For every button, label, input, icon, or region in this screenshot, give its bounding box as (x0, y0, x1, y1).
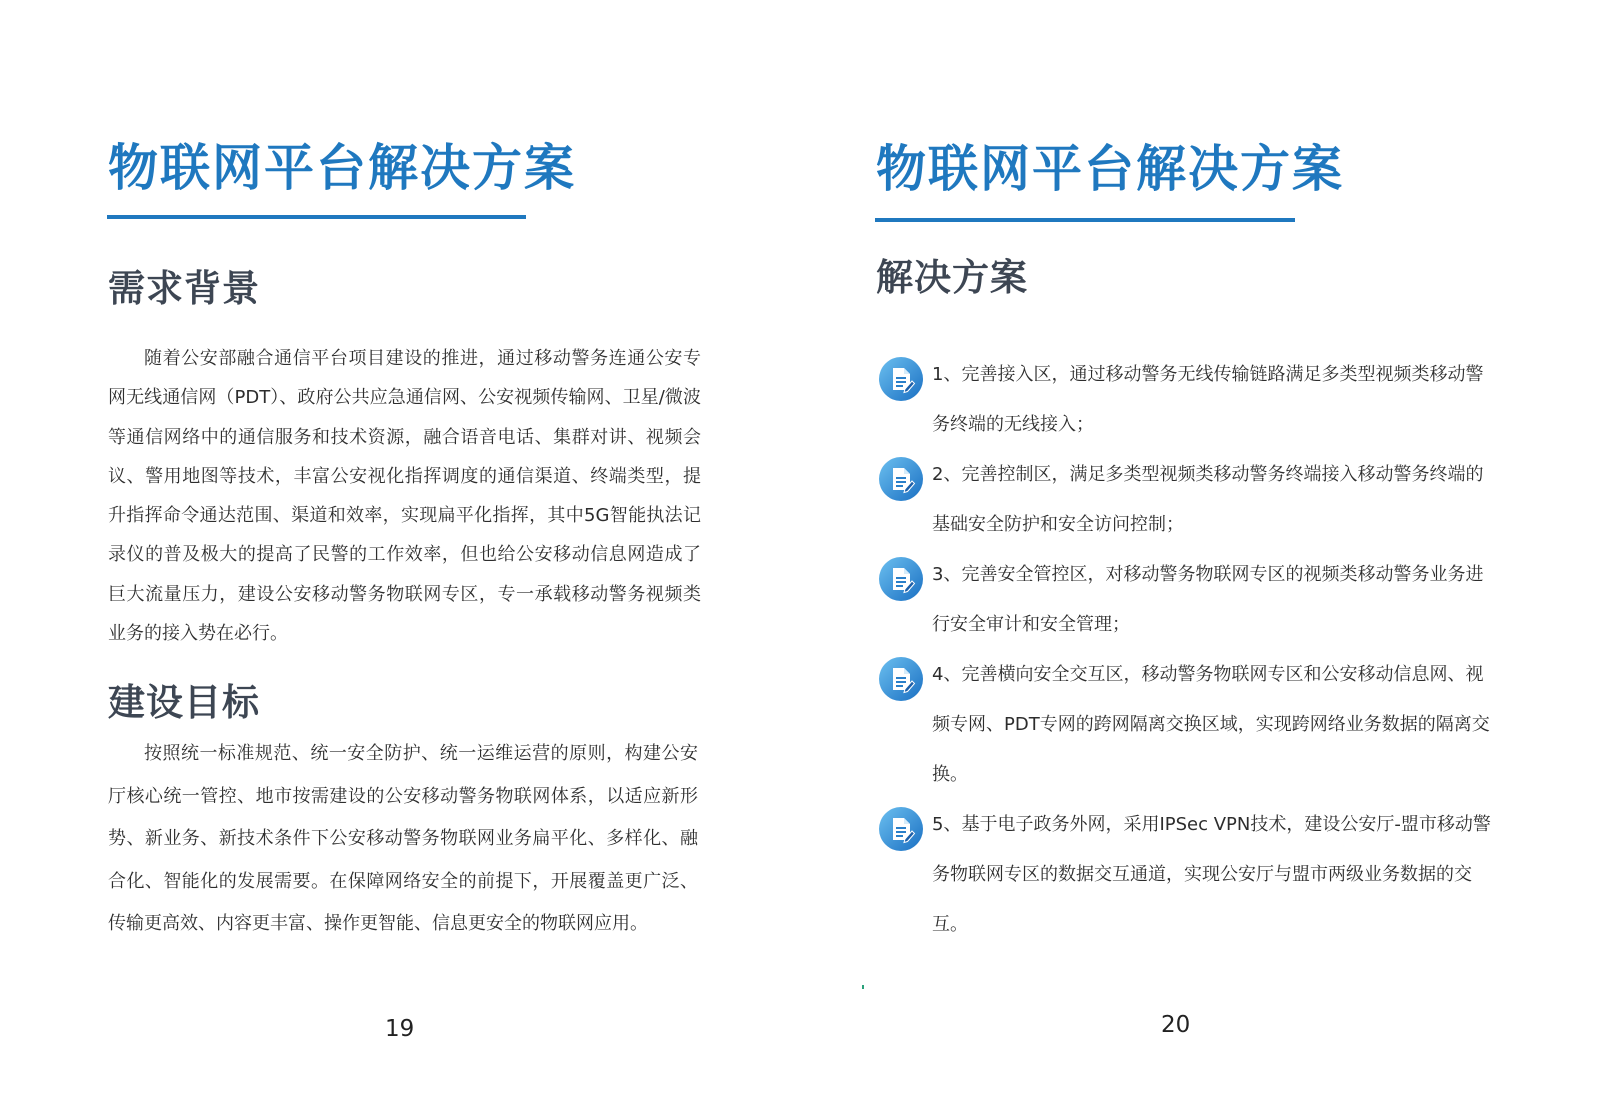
section-body-goals: 按照统一标准规范、统一安全防护、统一运维运营的原则，构建公安厅核心统一管控、地市按需建设的公安移动警务物联网体系，以适应新形势、新业务、新技术条件下公安移动警务物联网业务扁平化、多样化、融合化、智能化的发展需要。在保障网络安全的前提下，开展覆盖更广泛、传输更高效、内容更丰富、操作更智能、信息更安全的物联网应用。 (108, 743, 698, 935)
page-title: 物联网平台解决方案 (108, 139, 576, 197)
title-underline (107, 215, 526, 219)
document-icon (878, 656, 924, 702)
section-heading-background: 需求背景 (108, 267, 260, 310)
section-body-background: 随着公安部融合通信平台项目建设的推进，通过移动警务连通公安专网无线通信网（PDT）、政府公共应急通信网、公安视频传输网、卫星/微波等通信网络中的通信服务和技术资源，融合语音电话、集群对讲、视频会议、警用地图等技术，丰富公安视化指挥调度的通信渠道、终端类型，提升指挥命令通达范围、渠道和效率，实现扁平化指挥，其中5G智能执法记录仪的普及极大的提高了民警的工作效率，但也给公安移动信息网造成了巨大流量压力，建设公安移动警务物联网专区，专一承载移动警务视频类业务的接入势在必行。 (108, 348, 701, 645)
right-page (805, 0, 1611, 1100)
document-icon (878, 356, 924, 402)
page-title: 物联网平台解决方案 (876, 140, 1344, 198)
stray-mark (862, 985, 864, 989)
left-page (0, 0, 805, 1100)
section-heading-solution: 解决方案 (876, 256, 1028, 299)
title-underline (875, 218, 1295, 222)
list-item-text: 2、完善控制区，满足多类型视频类移动警务终端接入移动警务终端的基础安全防护和安全访问控制； (932, 464, 1484, 535)
section-heading-goals: 建设目标 (108, 681, 260, 724)
page-number: 19 (385, 1016, 415, 1042)
document-icon (878, 456, 924, 502)
list-item-text: 3、完善安全管控区，对移动警务物联网专区的视频类移动警务业务进行安全审计和安全管理； (932, 564, 1484, 635)
page-number: 20 (1161, 1012, 1191, 1038)
document-icon (878, 556, 924, 602)
list-item-text: 1、完善接入区，通过移动警务无线传输链路满足多类型视频类移动警务终端的无线接入； (932, 364, 1484, 435)
document-icon (878, 806, 924, 852)
list-item-text: 4、完善横向安全交互区，移动警务物联网专区和公安移动信息网、视频专网、PDT专网的跨网隔离交换区域，实现跨网络业务数据的隔离交换。 (932, 664, 1490, 785)
list-item-text: 5、基于电子政务外网，采用IPSec VPN技术，建设公安厅-盟市移动警务物联网专区的数据交互通道，实现公安厅与盟市两级业务数据的交互。 (932, 814, 1491, 935)
